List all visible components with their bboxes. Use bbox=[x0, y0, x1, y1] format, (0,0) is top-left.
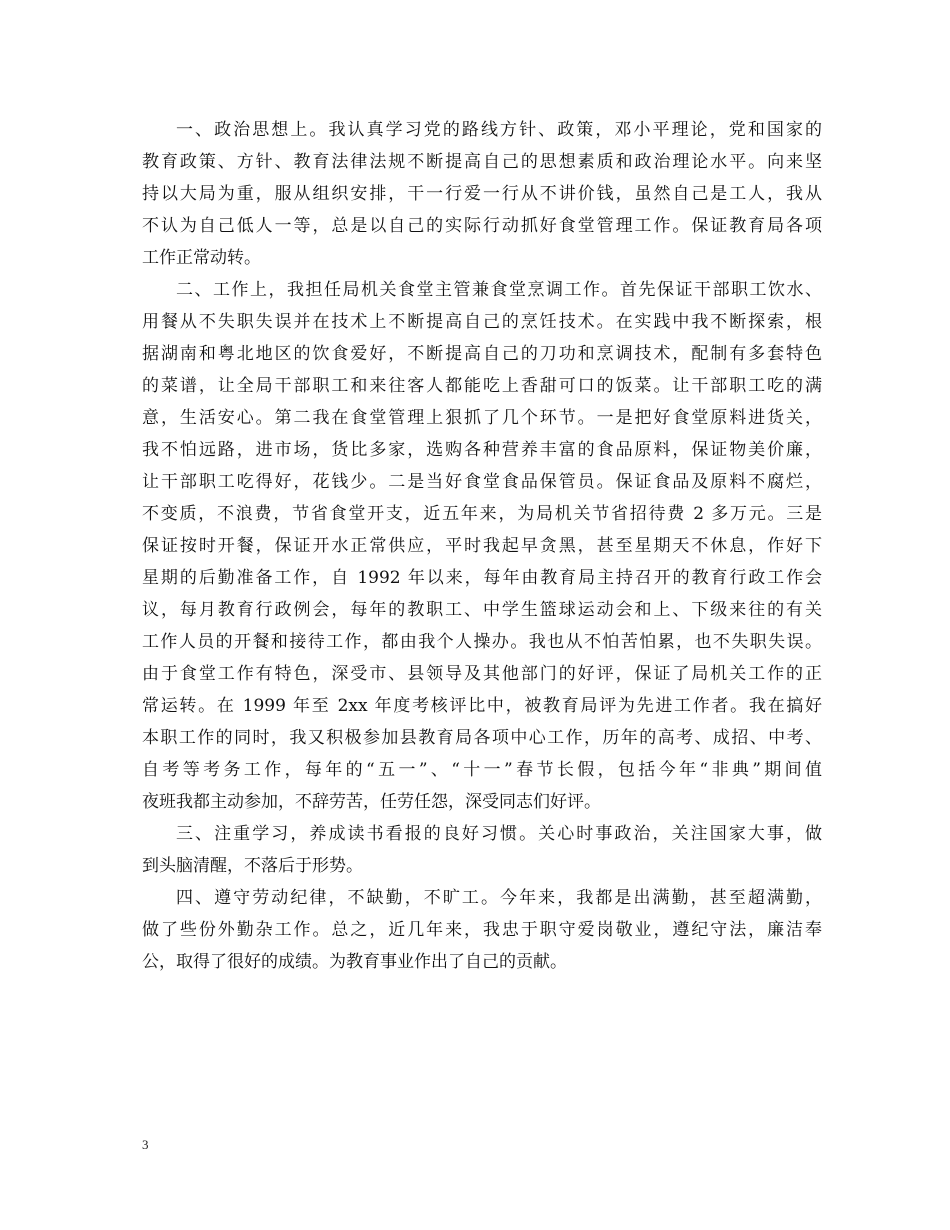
text-line: 我不怕远路，进市场，货比多家，选购各种营养丰富的食品原料，保证物美价廉， bbox=[142, 440, 822, 460]
text-line: 一、政治思想上。我认真学习党的路线方针、政策，邓小平理论，党和国家的 bbox=[176, 120, 822, 140]
text-line: 由于食堂工作有特色，深受市、县领导及其他部门的好评，保证了局机关工作的正 bbox=[142, 664, 822, 684]
text-line: 公，取得了很好的成绩。为教育事业作出了自己的贡献。 bbox=[142, 952, 567, 972]
text-line: 星期的后勤准备工作，自 1992 年以来，每年由教育局主持召开的教育行政工作会 bbox=[142, 568, 822, 588]
text-line: 用餐从不失职失误并在技术上不断提高自己的烹饪技术。在实践中我不断探索，根 bbox=[142, 312, 822, 332]
text-line: 四、遵守劳动纪律，不缺勤，不旷工。今年来，我都是出满勤，甚至超满勤， bbox=[176, 888, 822, 908]
text-line: 意，生活安心。第二我在食堂管理上狠抓了几个环节。一是把好食堂原料进货关， bbox=[142, 408, 822, 428]
text-line: 不变质，不浪费，节省食堂开支，近五年来，为局机关节省招待费 2 多万元。三是 bbox=[142, 504, 822, 524]
text-line: 二、工作上，我担任局机关食堂主管兼食堂烹调工作。首先保证干部职工饮水、 bbox=[176, 280, 822, 300]
text-line: 夜班我都主动参加，不辞劳苦，任劳任怨，深受同志们好评。 bbox=[142, 792, 601, 812]
text-line: 据湖南和粤北地区的饮食爱好，不断提高自己的刀功和烹调技术，配制有多套特色 bbox=[142, 344, 822, 364]
text-line: 自考等考务工作，每年的“五一”、“十一”春节长假，包括今年“非典”期间值 bbox=[142, 760, 822, 780]
text-line: 的菜谱，让全局干部职工和来往客人都能吃上香甜可口的饭菜。让干部职工吃的满 bbox=[142, 376, 822, 396]
text-line: 保证按时开餐，保证开水正常供应，平时我起早贪黑，甚至星期天不休息，作好下 bbox=[142, 536, 822, 556]
text-line: 常运转。在 1999 年至 2xx 年度考核评比中，被教育局评为先进工作者。我在搞好 bbox=[142, 696, 822, 716]
text-line: 持以大局为重，服从组织安排，干一行爱一行从不讲价钱，虽然自己是工人，我从 bbox=[142, 184, 822, 204]
text-line: 工作人员的开餐和接待工作，都由我个人操办。我也从不怕苦怕累，也不失职失误。 bbox=[142, 632, 822, 652]
text-line: 不认为自己低人一等，总是以自己的实际行动抓好食堂管理工作。保证教育局各项 bbox=[142, 216, 822, 236]
text-line: 工作正常动转。 bbox=[142, 248, 261, 268]
text-line: 议，每月教育行政例会，每年的教职工、中学生篮球运动会和上、下级来往的有关 bbox=[142, 600, 822, 620]
text-line: 到头脑清醒，不落后于形势。 bbox=[142, 856, 363, 876]
text-line: 教育政策、方针、教育法律法规不断提高自己的思想素质和政治理论水平。向来坚 bbox=[142, 152, 822, 172]
text-line: 本职工作的同时，我又积极参加县教育局各项中心工作，历年的高考、成招、中考、 bbox=[142, 728, 822, 748]
text-line: 让干部职工吃得好，花钱少。二是当好食堂食品保管员。保证食品及原料不腐烂， bbox=[142, 472, 822, 492]
page-number: 3 bbox=[142, 1137, 149, 1152]
document-body bbox=[142, 114, 822, 978]
text-line: 三、注重学习，养成读书看报的良好习惯。关心时事政治，关注国家大事，做 bbox=[176, 824, 822, 844]
text-line: 做了些份外勤杂工作。总之，近几年来，我忠于职守爱岗敬业，遵纪守法，廉洁奉 bbox=[142, 920, 822, 940]
